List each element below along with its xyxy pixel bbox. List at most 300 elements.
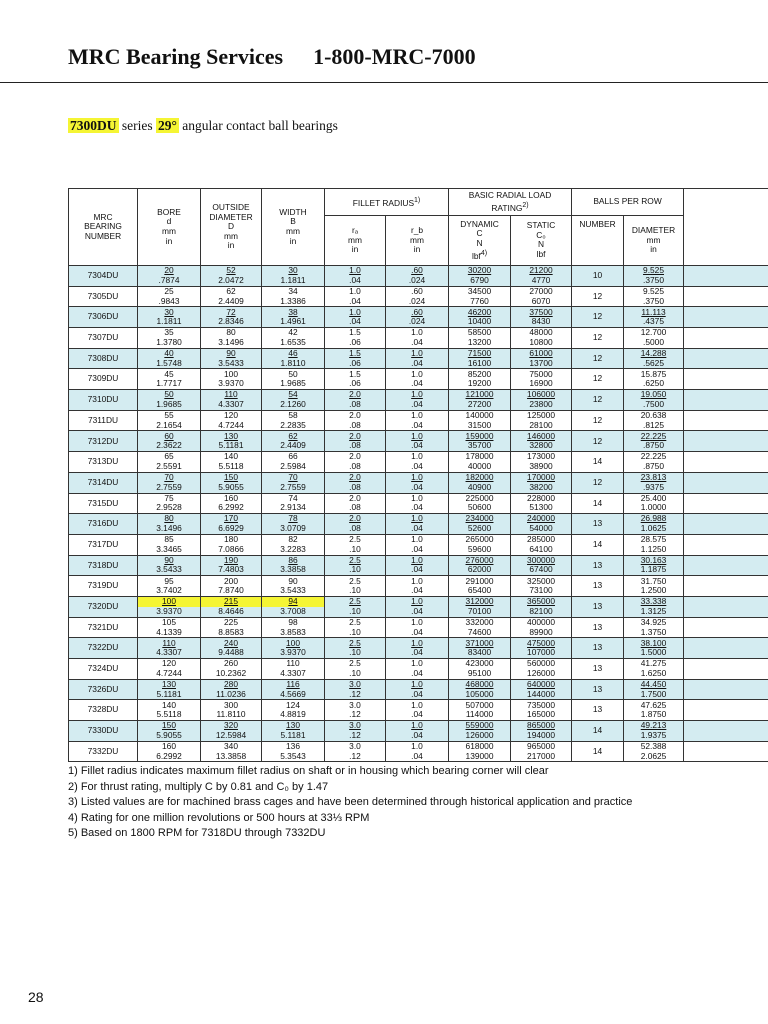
extra-cell — [684, 659, 768, 680]
bore-cell: 25 .9843 — [138, 286, 201, 307]
ball-number-cell: 13 — [572, 514, 624, 535]
ra-cell: 2.0 .08 — [325, 431, 386, 452]
bearing-number: 7320DU — [69, 596, 138, 617]
outside-diameter-cell: 62 2.4409 — [201, 286, 262, 307]
dynamic-rating-cell: 507000 114000 — [449, 700, 511, 721]
outside-diameter-cell: 170 6.6929 — [201, 514, 262, 535]
width-cell: 86 3.3858 — [262, 555, 325, 576]
ra-cell: 2.5 .10 — [325, 659, 386, 680]
rb-cell: 1.0 .04 — [386, 472, 449, 493]
col-outside-diameter: OUTSIDE DIAMETER D mm in — [201, 189, 262, 266]
ball-diameter-cell: 23.813 .9375 — [624, 472, 684, 493]
static-rating-cell: 640000 144000 — [511, 679, 572, 700]
ra-cell: 3.0 .12 — [325, 679, 386, 700]
dynamic-rating-cell: 265000 59600 — [449, 534, 511, 555]
rb-cell: 1.0 .04 — [386, 452, 449, 473]
outside-diameter-cell: 200 7.8740 — [201, 576, 262, 597]
ball-number-cell: 12 — [572, 348, 624, 369]
dynamic-rating-cell: 85200 19200 — [449, 369, 511, 390]
rb-cell: 1.0 .04 — [386, 700, 449, 721]
static-rating-cell: 61000 13700 — [511, 348, 572, 369]
footnote-4: 4) — [480, 249, 488, 257]
bearing-number: 7330DU — [69, 721, 138, 742]
static-rating-cell: 173000 38900 — [511, 452, 572, 473]
ra-cell: 2.0 .08 — [325, 452, 386, 473]
static-rating-cell: 106000 23800 — [511, 390, 572, 411]
width-cell: 116 4.5669 — [262, 679, 325, 700]
ball-number-cell: 12 — [572, 307, 624, 328]
ball-diameter-cell: 49.213 1.9375 — [624, 721, 684, 742]
col-bore: BORE d mm in — [138, 189, 201, 266]
bearing-number: 7307DU — [69, 328, 138, 349]
table-row — [69, 265, 768, 286]
static-rating-cell: 300000 67400 — [511, 555, 572, 576]
bearing-number: 7306DU — [69, 307, 138, 328]
extra-cell — [684, 596, 768, 617]
table-row — [69, 721, 768, 742]
bore-cell: 110 4.3307 — [138, 638, 201, 659]
bearing-number: 7305DU — [69, 286, 138, 307]
dynamic-rating-cell: 332000 74600 — [449, 617, 511, 638]
ra-cell: 2.0 .08 — [325, 410, 386, 431]
outside-diameter-cell: 280 11.0236 — [201, 679, 262, 700]
dynamic-rating-cell: 178000 40000 — [449, 452, 511, 473]
bore-cell: 130 5.1181 — [138, 679, 201, 700]
static-rating-cell: 865000 194000 — [511, 721, 572, 742]
ball-diameter-cell: 14.288 .5625 — [624, 348, 684, 369]
bearing-number: 7322DU — [69, 638, 138, 659]
outside-diameter-cell: 120 4.7244 — [201, 410, 262, 431]
table-row — [69, 659, 768, 680]
width-cell: 42 1.6535 — [262, 328, 325, 349]
col-load-rating: BASIC RADIAL LOAD RATING$^{2)}$ — [449, 189, 572, 216]
rb-cell: 1.0 .04 — [386, 493, 449, 514]
bore-cell: 105 4.1339 — [138, 617, 201, 638]
bearing-number: 7328DU — [69, 700, 138, 721]
bore-cell: 50 1.9685 — [138, 390, 201, 411]
outside-diameter-cell: 300 11.8110 — [201, 700, 262, 721]
page-header — [68, 44, 476, 70]
table-row — [69, 638, 768, 659]
ball-diameter-cell: 15.875 .6250 — [624, 369, 684, 390]
contact-angle: 29° — [158, 118, 177, 133]
ball-diameter-cell: 11.113 .4375 — [624, 307, 684, 328]
table-row — [69, 410, 768, 431]
outside-diameter-cell: 72 2.8346 — [201, 307, 262, 328]
outside-diameter-cell: 52 2.0472 — [201, 265, 262, 286]
extra-cell — [684, 328, 768, 349]
col-fillet-radius: FILLET RADIUS$^{1)}$ — [325, 189, 449, 216]
width-cell: 54 2.1260 — [262, 390, 325, 411]
width-cell: 78 3.0709 — [262, 514, 325, 535]
table-row — [69, 576, 768, 597]
dynamic-rating-cell: 423000 95100 — [449, 659, 511, 680]
rb-cell: 1.0 .04 — [386, 534, 449, 555]
ra-cell: 2.5 .10 — [325, 638, 386, 659]
series-description: angular contact ball bearings — [178, 118, 338, 133]
ball-number-cell: 13 — [572, 596, 624, 617]
outside-diameter-cell: 130 5.1181 — [201, 431, 262, 452]
dynamic-rating-cell: 225000 50600 — [449, 493, 511, 514]
table-row — [69, 348, 768, 369]
bearing-number: 7314DU — [69, 472, 138, 493]
ra-cell: 2.0 .08 — [325, 390, 386, 411]
rb-cell: .60 .024 — [386, 286, 449, 307]
extra-cell — [684, 472, 768, 493]
ball-number-cell: 13 — [572, 617, 624, 638]
table-row — [69, 390, 768, 411]
bearing-number: 7308DU — [69, 348, 138, 369]
static-rating-cell: 37500 8430 — [511, 307, 572, 328]
width-cell: 62 2.4409 — [262, 431, 325, 452]
width-cell: 82 3.2283 — [262, 534, 325, 555]
dynamic-rating-cell: 371000 83400 — [449, 638, 511, 659]
table-row — [69, 679, 768, 700]
table-row — [69, 369, 768, 390]
ball-number-cell: 10 — [572, 265, 624, 286]
bearing-number: 7319DU — [69, 576, 138, 597]
static-rating-cell: 285000 64100 — [511, 534, 572, 555]
table-row — [69, 452, 768, 473]
bore-cell: 70 2.7559 — [138, 472, 201, 493]
bearing-number: 7326DU — [69, 679, 138, 700]
bore-cell: 90 3.5433 — [138, 555, 201, 576]
bearing-number: 7309DU — [69, 369, 138, 390]
ball-diameter-cell: 30.163 1.1875 — [624, 555, 684, 576]
rb-cell: 1.0 .04 — [386, 348, 449, 369]
bearing-number: 7318DU — [69, 555, 138, 576]
static-rating-cell: 48000 10800 — [511, 328, 572, 349]
phone-number: 1-800-MRC-7000 — [313, 44, 476, 69]
static-rating-cell: 475000 107000 — [511, 638, 572, 659]
outside-diameter-cell: 150 5.9055 — [201, 472, 262, 493]
static-rating-cell: 965000 217000 — [511, 741, 572, 762]
table-row — [69, 741, 768, 762]
outside-diameter-cell: 240 9.4488 — [201, 638, 262, 659]
rb-cell: 1.0 .04 — [386, 514, 449, 535]
rb-cell: .60 .024 — [386, 265, 449, 286]
width-cell: 66 2.5984 — [262, 452, 325, 473]
rb-cell: 1.0 .04 — [386, 741, 449, 762]
table-title — [68, 118, 338, 134]
dynamic-rating-cell: 468000 105000 — [449, 679, 511, 700]
static-rating-cell: 400000 89900 — [511, 617, 572, 638]
width-cell: 46 1.8110 — [262, 348, 325, 369]
ra-cell: 2.0 .08 — [325, 514, 386, 535]
static-rating-cell: 365000 82100 — [511, 596, 572, 617]
ra-cell: 2.5 .10 — [325, 576, 386, 597]
dynamic-rating-cell: 30200 6790 — [449, 265, 511, 286]
dynamic-rating-cell: 618000 139000 — [449, 741, 511, 762]
ball-number-cell: 14 — [572, 721, 624, 742]
bore-cell: 40 1.5748 — [138, 348, 201, 369]
col-ball-diameter: DIAMETER mm in — [624, 215, 684, 265]
table-row — [69, 328, 768, 349]
rb-cell: 1.0 .04 — [386, 596, 449, 617]
ball-number-cell: 12 — [572, 369, 624, 390]
outside-diameter-cell: 80 3.1496 — [201, 328, 262, 349]
ball-number-cell: 13 — [572, 638, 624, 659]
width-cell: 30 1.1811 — [262, 265, 325, 286]
table-row — [69, 472, 768, 493]
rb-cell: 1.0 .04 — [386, 576, 449, 597]
bearing-number: 7312DU — [69, 431, 138, 452]
bore-cell: 35 1.3780 — [138, 328, 201, 349]
table-row — [69, 514, 768, 535]
extra-cell — [684, 679, 768, 700]
outside-diameter-cell: 110 4.3307 — [201, 390, 262, 411]
footnote-line: 5) Based on 1800 RPM for 7318DU through 7332DU — [68, 827, 326, 839]
bore-cell: 140 5.5118 — [138, 700, 201, 721]
bore-cell: 45 1.7717 — [138, 369, 201, 390]
ball-number-cell: 13 — [572, 659, 624, 680]
footnote-2: 2) — [522, 201, 529, 209]
rb-cell: 1.0 .04 — [386, 721, 449, 742]
ball-diameter-cell: 34.925 1.3750 — [624, 617, 684, 638]
rb-cell: 1.0 .04 — [386, 369, 449, 390]
table-row — [69, 534, 768, 555]
table-row — [69, 596, 768, 617]
ball-diameter-cell: 41.275 1.6250 — [624, 659, 684, 680]
width-cell: 130 5.1181 — [262, 721, 325, 742]
col-dynamic: DYNAMIC C N lbf$^{4)}$ — [449, 215, 511, 265]
bearing-number: 7317DU — [69, 534, 138, 555]
bearing-number: 7304DU — [69, 265, 138, 286]
table-row — [69, 431, 768, 452]
ball-diameter-cell: 52.388 2.0625 — [624, 741, 684, 762]
col-mrc-number: MRC BEARING NUMBER — [69, 189, 138, 266]
width-cell: 98 3.8583 — [262, 617, 325, 638]
extra-cell — [684, 410, 768, 431]
bearing-number: 7324DU — [69, 659, 138, 680]
outside-diameter-cell: 215 8.4646 — [201, 596, 262, 617]
extra-cell — [684, 638, 768, 659]
dynamic-rating-cell: 291000 65400 — [449, 576, 511, 597]
extra-cell — [684, 265, 768, 286]
ra-cell: 2.5 .10 — [325, 617, 386, 638]
table-row — [69, 617, 768, 638]
dynamic-rating-cell: 159000 35700 — [449, 431, 511, 452]
extra-cell — [684, 390, 768, 411]
ball-number-cell: 14 — [572, 534, 624, 555]
table-row — [69, 307, 768, 328]
width-cell: 136 5.3543 — [262, 741, 325, 762]
ball-diameter-cell: 9.525 .3750 — [624, 286, 684, 307]
static-rating-cell: 228000 51300 — [511, 493, 572, 514]
rb-cell: 1.0 .04 — [386, 431, 449, 452]
extra-cell — [684, 493, 768, 514]
dynamic-rating-cell: 312000 70100 — [449, 596, 511, 617]
rb-cell: 1.0 .04 — [386, 390, 449, 411]
ball-number-cell: 12 — [572, 431, 624, 452]
ball-diameter-cell: 47.625 1.8750 — [624, 700, 684, 721]
col-balls-per-row: BALLS PER ROW — [572, 189, 684, 216]
ball-number-cell: 12 — [572, 328, 624, 349]
ra-cell: 1.5 .06 — [325, 369, 386, 390]
table-row — [69, 555, 768, 576]
outside-diameter-cell: 160 6.2992 — [201, 493, 262, 514]
table-body — [69, 265, 768, 762]
bore-cell: 100 3.9370 — [138, 596, 201, 617]
rb-cell: 1.0 .04 — [386, 638, 449, 659]
ball-number-cell: 12 — [572, 410, 624, 431]
footnote-line: 3) Listed values are for machined brass cages and have been determined through historical application and practice — [68, 796, 633, 808]
width-cell: 94 3.7008 — [262, 596, 325, 617]
ball-diameter-cell: 31.750 1.2500 — [624, 576, 684, 597]
dynamic-rating-cell: 71500 16100 — [449, 348, 511, 369]
company-name: MRC Bearing Services — [68, 44, 284, 69]
header-rule — [0, 82, 768, 83]
extra-cell — [684, 741, 768, 762]
ball-number-cell: 12 — [572, 390, 624, 411]
col-static: STATIC C₀ N lbf — [511, 215, 572, 265]
dynamic-rating-cell: 140000 31500 — [449, 410, 511, 431]
bore-cell: 95 3.7402 — [138, 576, 201, 597]
bore-cell: 75 2.9528 — [138, 493, 201, 514]
bore-cell: 55 2.1654 — [138, 410, 201, 431]
static-rating-cell: 325000 73100 — [511, 576, 572, 597]
ball-number-cell: 13 — [572, 700, 624, 721]
dynamic-rating-cell: 559000 126000 — [449, 721, 511, 742]
extra-cell — [684, 534, 768, 555]
bearing-number: 7310DU — [69, 390, 138, 411]
ball-diameter-cell: 22.225 .8750 — [624, 452, 684, 473]
width-cell: 90 3.5433 — [262, 576, 325, 597]
rb-cell: .60 .024 — [386, 307, 449, 328]
rb-cell: 1.0 .04 — [386, 617, 449, 638]
bore-cell: 20 .7874 — [138, 265, 201, 286]
dynamic-rating-cell: 121000 27200 — [449, 390, 511, 411]
bearing-number: 7316DU — [69, 514, 138, 535]
outside-diameter-cell: 190 7.4803 — [201, 555, 262, 576]
static-rating-cell: 560000 126000 — [511, 659, 572, 680]
ball-number-cell: 14 — [572, 741, 624, 762]
rb-cell: 1.0 .04 — [386, 328, 449, 349]
ra-cell: 1.5 .06 — [325, 328, 386, 349]
dynamic-rating-cell: 58500 13200 — [449, 328, 511, 349]
ball-diameter-cell: 20.638 .8125 — [624, 410, 684, 431]
ra-cell: 2.5 .10 — [325, 555, 386, 576]
bore-cell: 160 6.2992 — [138, 741, 201, 762]
bearing-number: 7313DU — [69, 452, 138, 473]
series-text: series — [118, 118, 156, 133]
footnote-1: 1) — [414, 196, 421, 204]
extra-cell — [684, 700, 768, 721]
ball-diameter-cell: 28.575 1.1250 — [624, 534, 684, 555]
ball-number-cell: 13 — [572, 555, 624, 576]
static-rating-cell: 146000 32800 — [511, 431, 572, 452]
outside-diameter-cell: 90 3.5433 — [201, 348, 262, 369]
ball-diameter-cell: 26.988 1.0625 — [624, 514, 684, 535]
footnote-line: 1) Fillet radius indicates maximum fillet radius on shaft or in housing which bearing corner will clear — [68, 765, 549, 777]
outside-diameter-cell: 180 7.0866 — [201, 534, 262, 555]
ball-number-cell: 13 — [572, 576, 624, 597]
width-cell: 38 1.4961 — [262, 307, 325, 328]
rb-cell: 1.0 .04 — [386, 659, 449, 680]
width-cell: 34 1.3386 — [262, 286, 325, 307]
bore-cell: 150 5.9055 — [138, 721, 201, 742]
page-number: 28 — [28, 989, 44, 1005]
bore-cell: 30 1.1811 — [138, 307, 201, 328]
col-rb: r_b mm in — [386, 215, 449, 265]
ball-diameter-cell: 12.700 .5000 — [624, 328, 684, 349]
ra-cell: 3.0 .12 — [325, 721, 386, 742]
ball-diameter-cell: 38.100 1.5000 — [624, 638, 684, 659]
ball-diameter-cell: 25.400 1.0000 — [624, 493, 684, 514]
table-row — [69, 493, 768, 514]
static-rating-cell: 75000 16900 — [511, 369, 572, 390]
static-rating-cell: 21200 4770 — [511, 265, 572, 286]
outside-diameter-cell: 100 3.9370 — [201, 369, 262, 390]
ball-number-cell: 13 — [572, 679, 624, 700]
dynamic-rating-cell: 182000 40900 — [449, 472, 511, 493]
dynamic-rating-cell: 234000 52600 — [449, 514, 511, 535]
outside-diameter-cell: 340 13.3858 — [201, 741, 262, 762]
col-ball-number: NUMBER — [572, 215, 624, 265]
rb-cell: 1.0 .04 — [386, 410, 449, 431]
extra-cell — [684, 307, 768, 328]
footnotes — [68, 764, 632, 842]
col-ra: rₐ mm in — [325, 215, 386, 265]
extra-cell — [684, 452, 768, 473]
bearing-number: 7311DU — [69, 410, 138, 431]
static-rating-cell: 240000 54000 — [511, 514, 572, 535]
rb-cell: 1.0 .04 — [386, 679, 449, 700]
dynamic-rating-cell: 34500 7760 — [449, 286, 511, 307]
ball-number-cell: 12 — [572, 472, 624, 493]
extra-cell — [684, 431, 768, 452]
width-cell: 110 4.3307 — [262, 659, 325, 680]
ball-diameter-cell: 19.050 .7500 — [624, 390, 684, 411]
ball-diameter-cell: 33.338 1.3125 — [624, 596, 684, 617]
ball-number-cell: 14 — [572, 452, 624, 473]
static-rating-cell: 735000 165000 — [511, 700, 572, 721]
bore-cell: 85 3.3465 — [138, 534, 201, 555]
outside-diameter-cell: 140 5.5118 — [201, 452, 262, 473]
extra-cell — [684, 617, 768, 638]
ra-cell: 1.0 .04 — [325, 286, 386, 307]
ra-cell: 1.0 .04 — [325, 265, 386, 286]
outside-diameter-cell: 320 12.5984 — [201, 721, 262, 742]
table-row — [69, 700, 768, 721]
bearing-table — [68, 188, 768, 762]
ball-diameter-cell: 22.225 .8750 — [624, 431, 684, 452]
static-rating-cell: 170000 38200 — [511, 472, 572, 493]
extra-cell — [684, 369, 768, 390]
width-cell: 124 4.8819 — [262, 700, 325, 721]
footnote-line: 2) For thrust rating, multiply C by 0.81 and C₀ by 1.47 — [68, 780, 329, 793]
ball-number-cell: 14 — [572, 493, 624, 514]
extra-cell — [684, 514, 768, 535]
ra-cell: 3.0 .12 — [325, 700, 386, 721]
extra-cell — [684, 576, 768, 597]
extra-cell — [684, 721, 768, 742]
extra-cell — [684, 348, 768, 369]
ra-cell: 2.5 .10 — [325, 534, 386, 555]
dynamic-rating-cell: 276000 62000 — [449, 555, 511, 576]
bore-cell: 120 4.7244 — [138, 659, 201, 680]
rb-cell: 1.0 .04 — [386, 555, 449, 576]
width-cell: 100 3.9370 — [262, 638, 325, 659]
width-cell: 58 2.2835 — [262, 410, 325, 431]
width-cell: 74 2.9134 — [262, 493, 325, 514]
ball-diameter-cell: 9.525 .3750 — [624, 265, 684, 286]
series-label: 7300DU — [70, 118, 117, 133]
ra-cell: 1.5 .06 — [325, 348, 386, 369]
bearing-number: 7321DU — [69, 617, 138, 638]
bore-cell: 65 2.5591 — [138, 452, 201, 473]
ra-cell: 3.0 .12 — [325, 741, 386, 762]
